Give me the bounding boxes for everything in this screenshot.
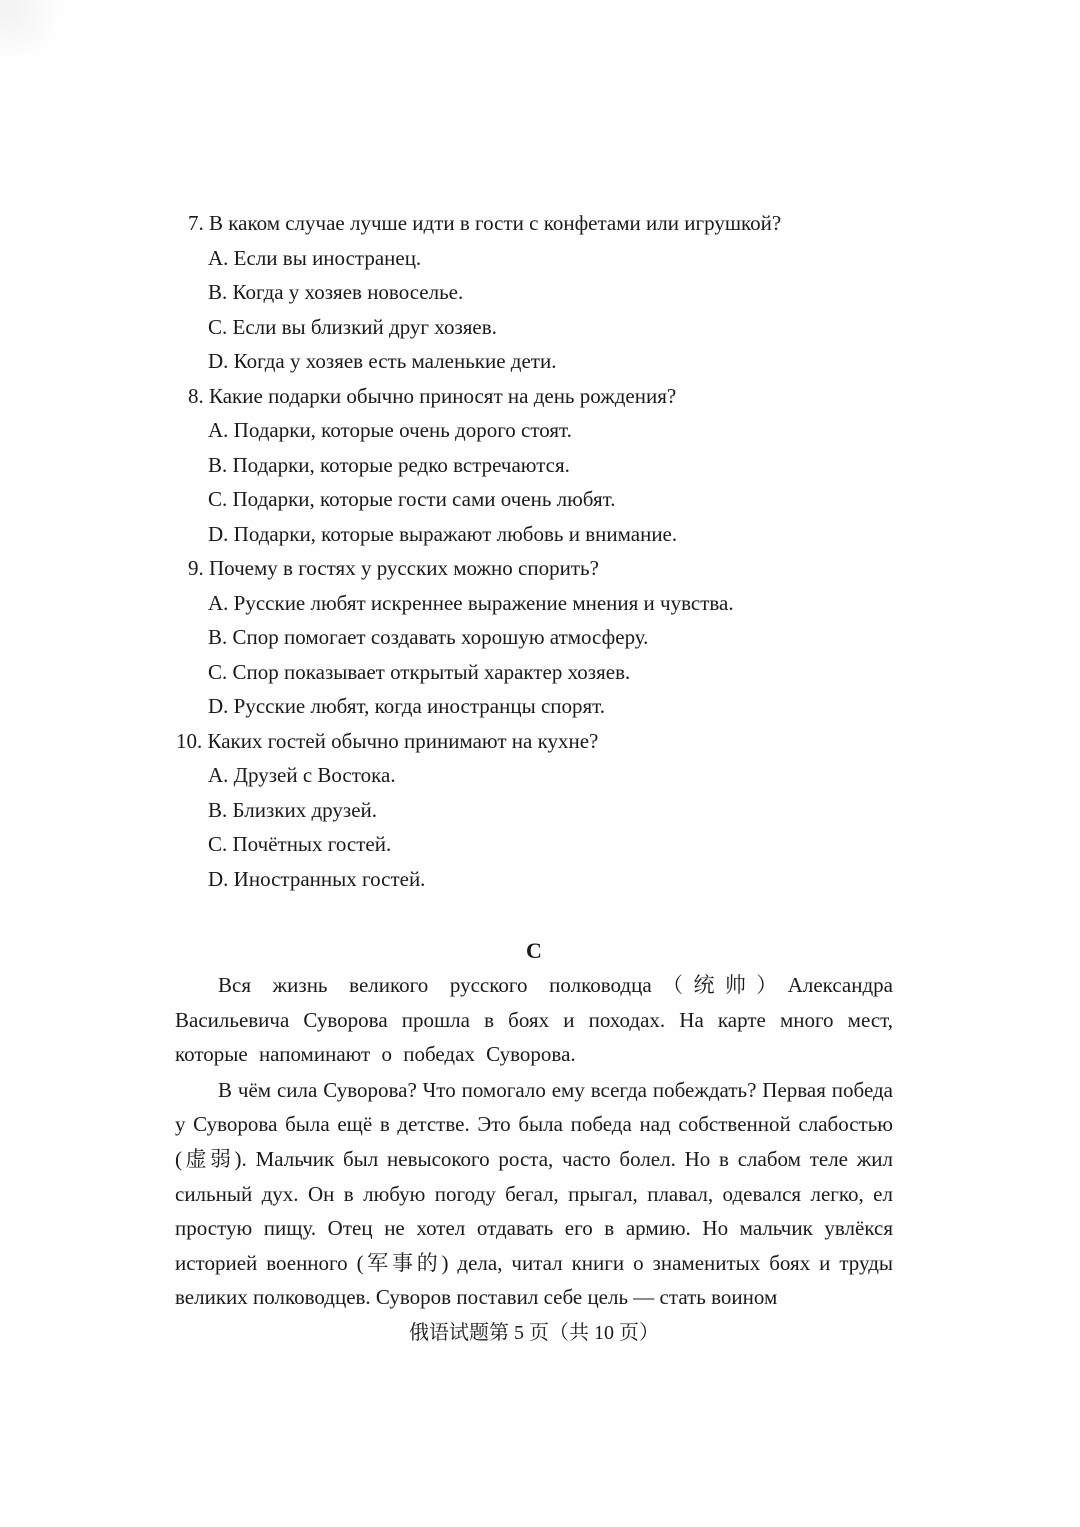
option-letter: C.: [208, 832, 228, 856]
question-8: [0, 379, 1080, 414]
option-letter: A.: [208, 418, 229, 442]
option-text: Русские любят искреннее выражение мнения и чувства.: [233, 590, 734, 615]
question-10-option-d: [0, 862, 1080, 897]
option-letter: A.: [208, 590, 229, 615]
question-text: В каком случае лучше идти в гости с конфетами или игрушкой?: [209, 211, 782, 235]
option-letter: B.: [208, 280, 228, 304]
question-8-option-b: [0, 448, 1080, 483]
option-text: Друзей с Востока.: [233, 763, 396, 787]
question-10-option-b: [0, 793, 1080, 828]
option-text: Иностранных гостей.: [233, 866, 426, 891]
page-footer: 俄语试题第 5 页（共 10 页）: [409, 1322, 659, 1344]
option-text: Спор показывает открытый характер хозяев.: [232, 659, 631, 684]
question-7: [0, 206, 1080, 241]
option-text: Спор помогает создавать хорошую атмосферу.: [232, 625, 649, 649]
question-7-option-d: [0, 344, 1080, 379]
question-10-option-c: [0, 827, 1080, 862]
option-letter: B.: [208, 625, 228, 649]
question-9-option-c: [0, 655, 1080, 690]
option-letter: D.: [208, 866, 229, 891]
option-text: Близких друзей.: [232, 797, 378, 822]
option-letter: A.: [208, 245, 229, 270]
question-10-option-a: [0, 758, 1080, 793]
question-number: 10.: [176, 728, 203, 753]
option-letter: C.: [208, 659, 228, 684]
question-number: 8.: [188, 383, 204, 408]
question-8-option-c: [0, 482, 1080, 517]
option-letter: B.: [208, 797, 228, 822]
question-7-option-c: [0, 310, 1080, 345]
passage-paragraph-2: В чём сила Суворова? Что помогало ему всегда побеждать? Первая победа у Суворова была ещё в детстве. Это была победа над собственной слабостью (虚弱). Мальчик был невысокого роста, часто болел. Но в слабом теле жил сильный дух. Он в любую погоду бегал, прыгал, плавал, одевался легко, ел простую пищу. Отец не хотел отдавать его в армию. Но мальчик увлёкся историей военного (军事的) дела, читал книги о знаменитых боях и труды великих полководцев. Суворов поставил себе цель — стать воином: [175, 1077, 893, 1310]
section-heading: C: [526, 938, 542, 963]
scan-artifact: [0, 0, 60, 60]
question-9-option-d: [0, 689, 1080, 724]
question-7-option-a: [0, 241, 1080, 276]
question-text: Почему в гостях у русских можно спорить?: [209, 556, 599, 580]
question-number: 7.: [188, 211, 204, 235]
question-8-option-a: [0, 413, 1080, 448]
option-letter: B.: [208, 452, 228, 477]
question-text: Какие подарки обычно приносят на день рождения?: [209, 383, 677, 408]
question-text: Каких гостей обычно принимают на кухне?: [207, 728, 599, 753]
option-letter: D.: [208, 521, 229, 546]
option-text: Когда у хозяев новоселье.: [232, 280, 464, 304]
question-9-option-b: [0, 620, 1080, 655]
question-list: [0, 206, 1080, 896]
question-number: 9.: [188, 556, 204, 580]
option-text: Подарки, которые выражают любовь и внимание.: [233, 521, 678, 546]
question-9-option-a: [0, 586, 1080, 621]
passage-paragraph-1: Вся жизнь великого русского полководца（统帅）Александра Васильевича Суворова прошла в боях и походах. На карте много мест, которые напоминают о победах Суворова.: [175, 973, 893, 1067]
question-8-option-d: [0, 517, 1080, 552]
option-text: Почётных гостей.: [232, 832, 392, 856]
option-letter: C.: [208, 314, 228, 339]
question-9: [0, 551, 1080, 586]
option-text: Русские любят, когда иностранцы спорят.: [233, 694, 606, 718]
option-letter: A.: [208, 763, 229, 787]
question-10: [0, 724, 1080, 759]
option-letter: D.: [208, 694, 229, 718]
option-text: Подарки, которые очень дорого стоят.: [233, 418, 572, 442]
option-text: Подарки, которые гости сами очень любят.: [232, 487, 616, 511]
option-text: Когда у хозяев есть маленькие дети.: [233, 349, 557, 373]
option-text: Если вы иностранец.: [233, 245, 422, 270]
option-text: Подарки, которые редко встречаются.: [232, 452, 570, 477]
reading-passage: [175, 968, 893, 1316]
option-letter: D.: [208, 349, 229, 373]
option-text: Если вы близкий друг хозяев.: [232, 314, 497, 339]
question-7-option-b: [0, 275, 1080, 310]
option-letter: C.: [208, 487, 228, 511]
